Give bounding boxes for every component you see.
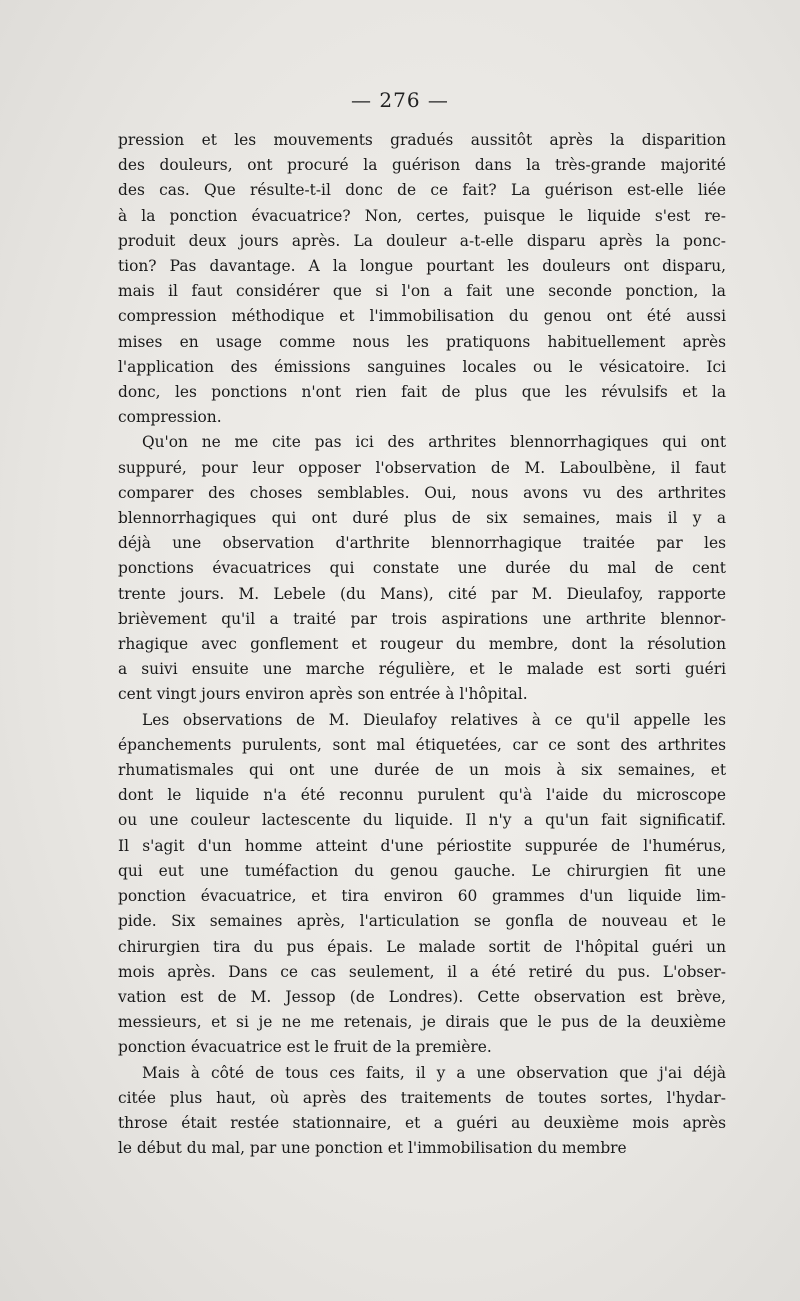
text-line: l'application des émissions sanguines locales ou le vésicatoire. Ici xyxy=(118,357,726,376)
text-line: Il s'agit d'un homme atteint d'une périostite suppurée de l'humérus, xyxy=(118,836,726,855)
text-line: Mais à côté de tous ces faits, il y a une observation que j'ai déjà xyxy=(142,1063,726,1082)
text-line: messieurs, et si je ne me retenais, je dirais que le pus de la deuxième xyxy=(118,1013,726,1032)
text-line: des douleurs, ont procuré la guérison dans la très-grande majorité xyxy=(118,156,726,175)
page-number: — 276 — xyxy=(351,88,449,112)
text-line: ou une couleur lactescente du liquide. Il n'y a qu'un fait significatif. xyxy=(118,811,726,830)
text-line: mois après. Dans ce cas seulement, il a été retiré du pus. L'obser- xyxy=(118,962,726,981)
paragraph xyxy=(118,708,726,1061)
text-line: brièvement qu'il a traité par trois aspirations une arthrite blennor- xyxy=(118,609,726,628)
text-line: comparer des choses semblables. Oui, nous avons vu des arthrites xyxy=(118,483,726,502)
paragraph xyxy=(118,1061,726,1162)
text-line: le début du mal, par une ponction et l'immobilisation du membre xyxy=(118,1139,627,1158)
text-line: ponction évacuatrice, et tira environ 60 grammes d'un liquide lim- xyxy=(118,887,726,906)
text-line: throse était restée stationnaire, et a guéri au deuxième mois après xyxy=(118,1113,726,1132)
text-line: suppuré, pour leur opposer l'observation de M. Laboulbène, il faut xyxy=(118,458,726,477)
text-line: blennorrhagiques qui ont duré plus de six semaines, mais il y a xyxy=(118,509,726,528)
text-line: compression. xyxy=(118,408,222,427)
text-line: vation est de M. Jessop (de Londres). Cette observation est brève, xyxy=(118,987,726,1006)
text-line: citée plus haut, où après des traitements de toutes sortes, l'hydar- xyxy=(118,1088,726,1107)
text-line: Qu'on ne me cite pas ici des arthrites blennorrhagiques qui ont xyxy=(142,433,726,452)
text-line: ponction évacuatrice est le fruit de la première. xyxy=(118,1038,492,1057)
text-line: Les observations de M. Dieulafoy relatives à ce qu'il appelle les xyxy=(142,710,726,729)
text-line: compression méthodique et l'immobilisation du genou ont été aussi xyxy=(118,307,726,326)
text-line: mises en usage comme nous les pratiquons habituellement après xyxy=(118,332,726,351)
text-line: a suivi ensuite une marche régulière, et le malade est sorti guéri xyxy=(118,660,726,679)
text-line: produit deux jours après. La douleur a-t-elle disparu après la ponc- xyxy=(118,231,726,250)
text-line: rhagique avec gonflement et rougeur du membre, dont la résolution xyxy=(118,635,726,654)
paragraph xyxy=(118,128,726,430)
text-line: mais il faut considérer que si l'on a fait une seconde ponction, la xyxy=(118,282,726,301)
text-line: des cas. Que résulte-t-il donc de ce fait? La guérison est-elle liée xyxy=(118,181,726,200)
text-line: tion? Pas davantage. A la longue pourtant les douleurs ont disparu, xyxy=(118,257,726,276)
paragraph xyxy=(118,430,726,707)
text-line: rhumatismales qui ont une durée de un mois à six semaines, et xyxy=(118,761,726,780)
text-line: dont le liquide n'a été reconnu purulent qu'à l'aide du microscope xyxy=(118,786,726,805)
text-line: ponctions évacuatrices qui constate une durée du mal de cent xyxy=(118,559,726,578)
text-line: chirurgien tira du pus épais. Le malade sortit de l'hôpital guéri un xyxy=(118,937,726,956)
text-line: donc, les ponctions n'ont rien fait de plus que les révulsifs et la xyxy=(118,383,726,402)
body-text xyxy=(118,128,726,1161)
text-line: trente jours. M. Lebele (du Mans), cité par M. Dieulafoy, rapporte xyxy=(118,584,726,603)
text-line: à la ponction évacuatrice? Non, certes, puisque le liquide s'est re- xyxy=(118,206,726,225)
text-line: épanchements purulents, sont mal étiquetées, car ce sont des arthrites xyxy=(118,735,726,754)
text-line: déjà une observation d'arthrite blennorrhagique traitée par les xyxy=(118,534,726,553)
text-line: pression et les mouvements gradués aussitôt après la disparition xyxy=(118,131,726,149)
text-line: pide. Six semaines après, l'articulation se gonfla de nouveau et le xyxy=(118,912,726,931)
text-line: qui eut une tuméfaction du genou gauche. Le chirurgien fit une xyxy=(118,861,726,880)
text-line: cent vingt jours environ après son entrée à l'hôpital. xyxy=(118,685,528,704)
